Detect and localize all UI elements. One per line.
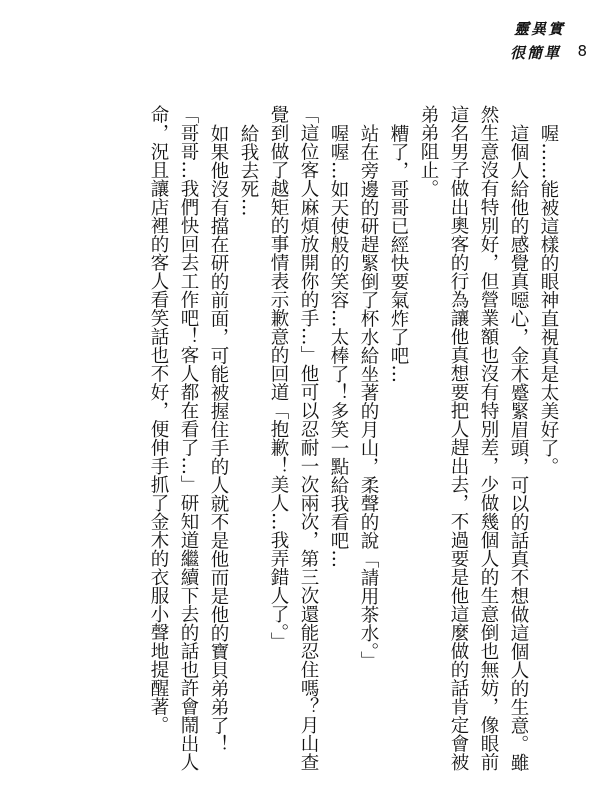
paragraph-5: 喔喔…如天使般的笑容…太棒了！多笑一點給我看吧…: [328, 123, 349, 568]
paragraph-8: 如果他沒有擋在研的前面，可能被握住手的人就不是他而是他的寶貝弟弟了！: [208, 123, 229, 753]
book-title: 靈異實: [513, 20, 565, 38]
paragraph-7: 給我去死…: [238, 123, 259, 216]
paragraph-2: 這個人給他的感覺真噁心，金木蹙緊眉頭，可以的話真不想做這個人的生意。雖然生意沒有特別好，但營業額也沒有特別差，少做幾個人的生意倒也無妨，像眼前這名男子做出奧客的行為讓他真想要把人趕出去，不過要是他這麼做的話肯定會被弟弟阻止。: [418, 105, 529, 771]
paragraph-6: 「這位客人麻煩放開你的手…」他可以忍耐一次兩次，第三次還能忍住嗎？月山查覺到做了越矩的事情表示歉意的回道「抱歉！美人…我弄錯人了。」: [268, 105, 319, 771]
page-header: [477, 18, 587, 80]
paragraph-3: 糟了，哥哥已經快要氣炸了吧…: [388, 123, 409, 383]
body-text: [63, 105, 563, 789]
page-number: 8: [577, 42, 587, 60]
paragraph-9: 「哥哥…我們快回去工作吧！客人都在看了…」研知道繼續下去的話也許會鬧出人命，況且讓店裡的客人看笑話也不好，便伸手抓了金木的衣服小聲地提醒著。: [148, 105, 199, 771]
paragraph-4: 站在旁邊的研趕緊倒了杯水給坐著的月山，柔聲的說「請用茶水。」: [358, 123, 379, 670]
book-author: 很簡單: [509, 44, 561, 62]
paragraph-1: 喔……能被這樣的眼神直視真是太美好了。: [538, 123, 559, 475]
